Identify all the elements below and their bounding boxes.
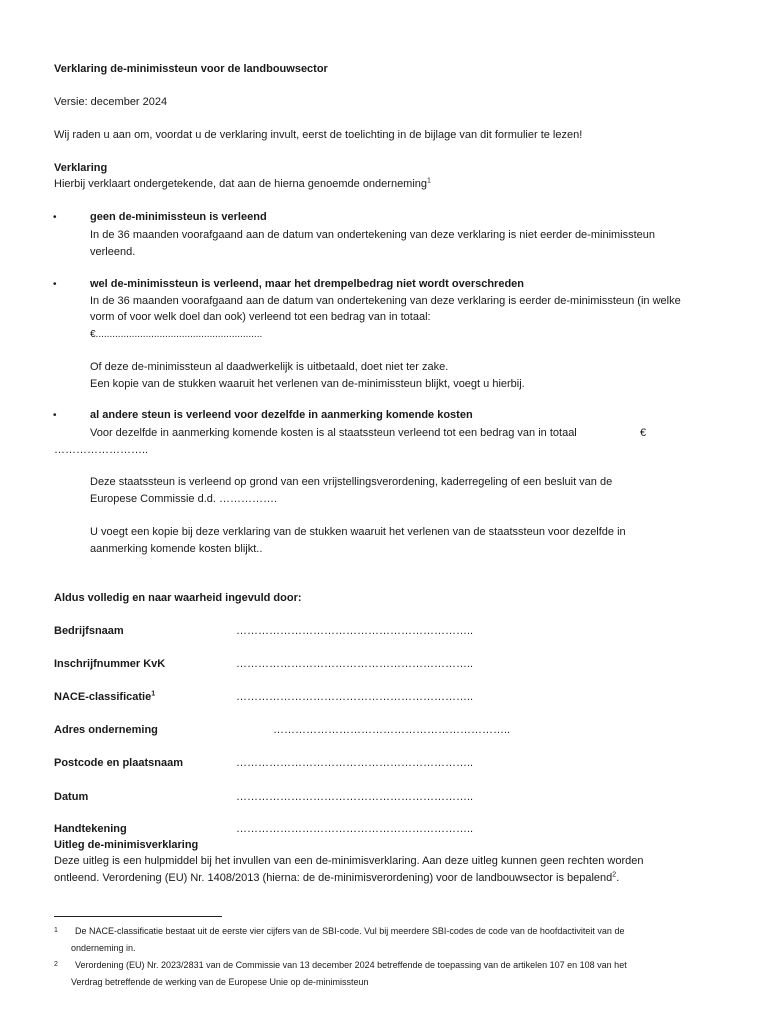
explanation-text: ontleend. Verordening (EU) Nr. 1408/2013 (hierna: de de-minimisverordening) voor de landbouwsector is bepalend$^2$. — [54, 871, 620, 884]
field-label-company-name: Bedrijfsnaam — [54, 625, 124, 637]
euro-sign: € — [640, 427, 647, 439]
option-aid-granted-text: Een kopie van de stukken waaruit het verlenen van de-minimissteun blijkt, voegt u hierbij. — [90, 378, 525, 390]
option-aid-granted-text: Of deze de-minimissteun al daadwerkelijk is uitbetaald, doet niet ter zake. — [90, 361, 449, 373]
amount-field[interactable]: €............................................................ — [90, 329, 263, 340]
version-label: Versie: december 2024 — [54, 96, 168, 108]
option-other-aid-text: Voor dezelfde in aanmerking komende kosten is al staatssteun verleend tot een bedrag van in totaal — [90, 427, 577, 439]
option-other-aid-text: U voegt een kopie bij deze verklaring van de stukken waaruit het verlenen van de staatssteun voor dezelfde in — [90, 526, 626, 538]
field-label-address: Adres onderneming — [54, 724, 158, 736]
footnote-text: De NACE-classificatie bestaat uit de eerste vier cijfers van de SBI-code. Vul bij meerdere SBI-codes de code van de hoofdactiviteit van de — [75, 926, 625, 936]
option-aid-granted-text: vorm of voor welk doel dan ook) verleend tot een bedrag van in totaal: — [90, 311, 431, 323]
amount-field[interactable]: …………………….. — [54, 444, 149, 456]
footnote-number: 2 — [54, 961, 58, 968]
kvk-number-field[interactable]: ……………………………………………………….. — [236, 658, 474, 670]
option-other-aid-text: aanmerking komende kosten blijkt.. — [90, 543, 263, 555]
bullet-icon: • — [53, 410, 57, 421]
option-no-aid-text: verleend. — [90, 246, 136, 258]
field-label-nace: NACE-classificatie$^1$ — [54, 690, 156, 703]
footnote-text: Verordening (EU) Nr. 2023/2831 van de Commissie van 13 december 2024 betreffende de toepassing van de artikelen 107 en 108 van het — [75, 960, 627, 970]
bullet-icon: • — [53, 279, 57, 290]
footnote-text: Verdrag betreffende de werking van de Europese Unie op de-minimissteun — [71, 977, 369, 987]
declaration-heading: Verklaring — [54, 162, 108, 174]
postcode-city-field[interactable]: ……………………………………………………….. — [236, 757, 474, 769]
footnote-ref-1: 1 — [427, 177, 431, 185]
address-field[interactable]: ……………………………………………………….. — [273, 724, 511, 736]
bullet-icon: • — [53, 212, 57, 223]
option-aid-granted-heading: wel de-minimissteun is verleend, maar het drempelbedrag niet wordt overschreden — [90, 278, 525, 290]
option-aid-granted-text: In de 36 maanden voorafgaand aan de datum van ondertekening van deze verklaring is eerder de-minimissteun (in welke — [90, 295, 681, 307]
nace-field[interactable]: ……………………………………………………….. — [236, 691, 474, 703]
option-other-aid-heading: al andere steun is verleend voor dezelfde in aanmerking komende kosten — [90, 409, 473, 421]
decision-date-field[interactable]: Europese Commissie d.d. ……………. — [90, 493, 278, 505]
field-label-date: Datum — [54, 791, 89, 803]
footnote-number: 1 — [54, 927, 58, 934]
footnote-ref-1: 1 — [151, 690, 156, 698]
option-other-aid-text: Deze staatssteun is verleend op grond van een vrijstellingsverordening, kaderregeling of een besluit van de — [90, 476, 613, 488]
signature-field[interactable]: ……………………………………………………….. — [236, 823, 474, 835]
footnote-ref-2: 2 — [612, 871, 617, 879]
completed-by-heading: Aldus volledig en naar waarheid ingevuld door: — [54, 592, 302, 604]
field-label-kvk-number: Inschrijfnummer KvK — [54, 658, 166, 670]
company-name-field[interactable]: ……………………………………………………….. — [236, 625, 474, 637]
date-field[interactable]: ……………………………………………………….. — [236, 791, 474, 803]
explanation-text: Deze uitleg is een hulpmiddel bij het invullen van een de-minimisverklaring. Aan deze uitleg kunnen geen rechten worden — [54, 855, 644, 867]
option-no-aid-text: In de 36 maanden voorafgaand aan de datum van ondertekening van deze verklaring is niet eerder de-minimissteun — [90, 229, 656, 241]
option-no-aid-heading: geen de-minimissteun is verleend — [90, 211, 267, 223]
footnote-separator — [54, 916, 222, 917]
explanation-heading: Uitleg de-minimisverklaring — [54, 839, 199, 851]
field-label-postcode-city: Postcode en plaatsnaam — [54, 757, 183, 769]
footnote-text: onderneming in. — [71, 943, 136, 953]
field-label-signature: Handtekening — [54, 823, 127, 835]
advice-text: Wij raden u aan om, voordat u de verklaring invult, eerst de toelichting in de bijlage van dit formulier te lezen! — [54, 129, 583, 141]
declaration-intro: Hierbij verklaart ondergetekende, dat aan de hierna genoemde onderneming$^1$ — [54, 177, 431, 190]
document-title: Verklaring de-minimissteun voor de landbouwsector — [54, 63, 328, 75]
